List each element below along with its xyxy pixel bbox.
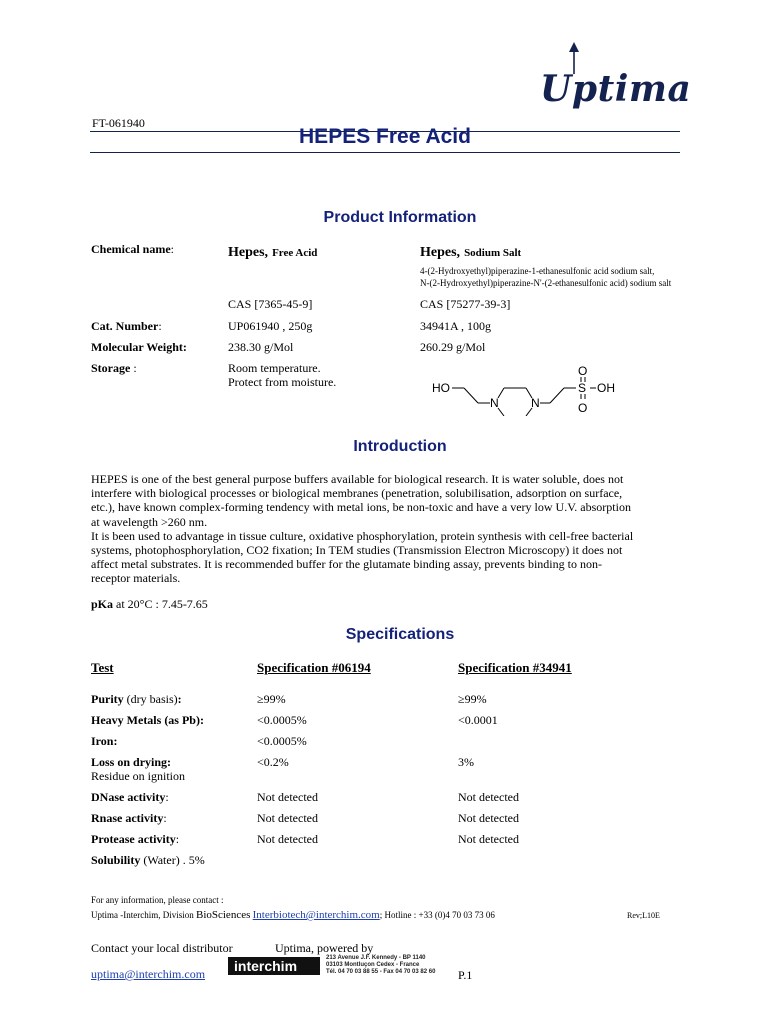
structure-o-top-label: O (578, 364, 588, 378)
interchim-address: 213 Avenue J.F. Kennedy - BP 1140 03103 Montluçon Cedex - France Tél. 04 70 03 88 55 - Fax 04 70 03 82 60 (326, 955, 436, 975)
page-title: HEPES Free Acid (299, 125, 471, 148)
intro-line: interfere with biological processes or biological membranes (penetration, solubilisation, adsorption on surface, (91, 486, 623, 501)
spec-row-value: Not detected (257, 811, 318, 825)
storage-line-1: Room temperature. (228, 361, 321, 375)
spec-row-value: ≥99% (458, 692, 487, 706)
logo-text: Uptima (540, 68, 692, 110)
title-divider (90, 152, 680, 153)
powered-by-label: Uptima, powered by (275, 941, 374, 955)
distributor-label: Contact your local distributor (91, 941, 233, 955)
cas-free-acid: CAS [7365-45-9] (228, 297, 313, 311)
spec-row-label: Loss on drying: (91, 755, 172, 769)
structure-n1-label: N (490, 396, 499, 410)
sodium-salt-name: Hepes, Sodium Salt (420, 245, 522, 260)
uptima-logo (540, 40, 690, 112)
intro-line: HEPES is one of the best general purpose buffers available for biological research. It is water soluble, does not (91, 472, 624, 486)
hepes-structure-diagram (428, 356, 628, 416)
salt-description-1: 4-(2-Hydroxyethyl)piperazine-1-ethanesulfonic acid sodium salt, (420, 266, 655, 276)
spec-row-label: DNase activity: (91, 790, 169, 804)
spec-row-label: Rnase activity: (91, 811, 167, 825)
intro-line: It is been used to advantage in tissue culture, oxidative phosphorylation, protein synthesis with cell-free bacterial (91, 528, 634, 543)
intro-line: at wavelength >260 nm. (91, 514, 208, 529)
interbiotech-email-link[interactable]: Interbiotech@interchim.com (252, 909, 380, 921)
cat-number-label: Cat. Number: (91, 319, 162, 333)
spec-row-value: ≥99% (257, 692, 286, 706)
solubility: Solubility (Water) . 5% (91, 853, 205, 867)
introduction-heading: Introduction (353, 438, 447, 455)
cat-number-free-acid: UP061940 , 250g (228, 319, 313, 333)
spec-row-value: <0.0001 (458, 713, 498, 727)
spec-row-label: Heavy Metals (as Pb): (91, 713, 204, 727)
molecular-weight-free-acid: 238.30 g/Mol (228, 340, 294, 354)
spec-row-value: Not detected (458, 790, 519, 804)
spec-col-06194: Specification #06194 (257, 660, 371, 675)
spec-row-label: Protease activity: (91, 832, 180, 846)
spec-row-value: Not detected (257, 790, 318, 804)
product-info-heading: Product Information (323, 209, 477, 226)
interchim-badge-text: interchim (234, 958, 298, 974)
spec-row-value: <0.0005% (257, 713, 307, 727)
molecular-weight-label: Molecular Weight: (91, 340, 187, 354)
storage-line-2: Protect from moisture. (228, 375, 337, 389)
spec-row-value: Not detected (257, 832, 318, 846)
contact-info-label: For any information, please contact : (91, 895, 224, 905)
spec-row-label: Purity (dry basis): (91, 692, 182, 706)
free-acid-name: Hepes, Free Acid (228, 245, 318, 260)
specifications-heading: Specifications (345, 626, 455, 643)
storage-label: Storage : (91, 361, 137, 375)
page-number: P.1 (458, 968, 473, 982)
revision: Rev;L10E (627, 911, 660, 920)
structure-ho-label: HO (432, 381, 450, 395)
spec-row-label: Iron: (91, 734, 118, 748)
spec-row-value: <0.0005% (257, 734, 307, 748)
structure-o-bottom-label: O (578, 401, 588, 415)
structure-s-label: S (578, 381, 587, 395)
intro-line: etc.), have known complex-forming tendency with metal ions, be non-toxic and have a very low U.V. absorption (91, 500, 631, 515)
intro-line: systems, photophosphorylation, CO2 fixation; In TEM studies (Transmission Electron Microscopy) it does not (91, 543, 623, 558)
residue-on-ignition-label: Residue on ignition (91, 769, 185, 783)
introduction-text (91, 472, 691, 586)
spec-row-value: 3% (458, 755, 474, 769)
uptima-email-link[interactable]: uptima@interchim.com (91, 967, 206, 981)
molecular-weight-sodium-salt: 260.29 g/Mol (420, 340, 486, 354)
interchim-badge (228, 957, 320, 975)
intro-line: affect metal substrates. It is recommended buffer for the glutamate binding assay, prevents binding to non- (91, 557, 602, 572)
chemical-name-label: Chemical name: (91, 242, 174, 256)
pka-value: pKa at 20°C : 7.45-7.65 (91, 597, 208, 611)
spec-row-value: Not detected (458, 811, 519, 825)
spec-col-34941: Specification #34941 (458, 660, 572, 675)
spec-row-value: Not detected (458, 832, 519, 846)
spec-col-test: Test (91, 660, 114, 675)
contact-line: Uptima -Interchim, Division BioSciences Interbiotech@interchim.com; Hotline : +33 (0)4 70 03 73 06 (91, 909, 495, 921)
cat-number-sodium-salt: 34941A , 100g (420, 319, 492, 333)
structure-n2-label: N (531, 396, 540, 410)
intro-line: receptor materials. (91, 571, 181, 586)
structure-oh-label: OH (597, 381, 615, 395)
document-id: FT-061940 (92, 116, 145, 130)
cas-sodium-salt: CAS [75277-39-3] (420, 297, 511, 311)
spec-row-value: <0.2% (257, 755, 289, 769)
salt-description-2: N-(2-Hydroxyethyl)piperazine-N'-(2-ethanesulfonic acid) sodium salt (420, 278, 672, 288)
